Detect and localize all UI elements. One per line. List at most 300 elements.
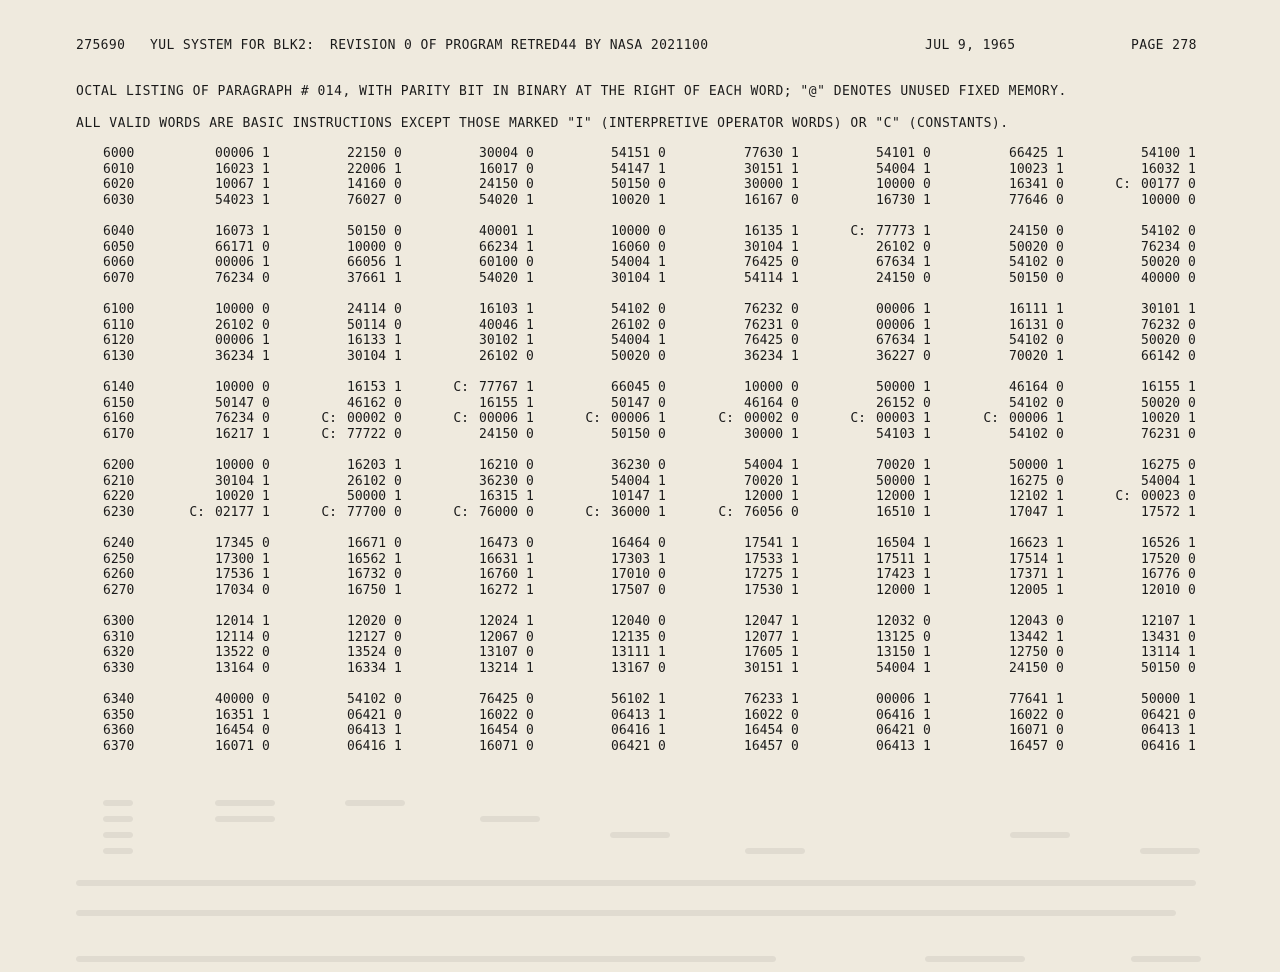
row-address: 6020 [103,177,135,193]
octal-word: 50114 0 [347,317,402,333]
octal-word: 16351 1 [215,707,270,723]
octal-word: 30104 1 [744,239,799,255]
octal-word: 17300 1 [215,551,270,567]
octal-word: 17345 0 [215,536,270,551]
octal-word: 16526 1 [1141,536,1196,551]
octal-word: 06416 1 [611,723,666,739]
row-address: 6120 [103,333,135,349]
octal-word: 13524 0 [347,645,402,661]
octal-word: 16464 0 [611,536,666,551]
row-address: 6130 [103,348,135,364]
listing-row [0,536,1280,552]
listing-row [0,333,1280,349]
octal-word: 10000 0 [215,302,270,317]
octal-word: 30004 0 [479,146,534,161]
octal-word: 16153 1 [347,380,402,395]
octal-word: 16155 1 [1141,380,1196,395]
listing-row [0,645,1280,661]
octal-word: 70020 1 [876,458,931,473]
octal-word: 16631 1 [479,551,534,567]
row-address: 6360 [103,723,135,739]
octal-word: 50020 0 [611,348,666,364]
octal-word: 76232 0 [1141,317,1196,333]
octal-word: 16032 1 [1141,161,1196,177]
octal-word: 17034 0 [215,582,270,598]
octal-word: 13164 0 [215,660,270,676]
constant-marker: C: [1115,489,1131,505]
octal-word: 54004 1 [876,161,931,177]
octal-word: 13114 1 [1141,645,1196,661]
octal-word: 66056 1 [347,255,402,271]
listing-date: JUL 9, 1965 [925,38,1016,53]
octal-word: 02177 1 [215,504,270,520]
row-address: 6210 [103,473,135,489]
octal-word: 30000 1 [744,426,799,442]
octal-word: 12032 0 [876,614,931,629]
octal-word: 40000 0 [1141,270,1196,286]
octal-word: 22006 1 [347,161,402,177]
octal-word: 16167 0 [744,192,799,208]
octal-word: 16730 1 [876,192,931,208]
octal-word: 10000 0 [347,239,402,255]
octal-word: 66425 1 [1009,146,1064,161]
octal-word: 16454 0 [744,723,799,739]
listing-row [0,661,1280,677]
listing-row [0,708,1280,724]
row-address: 6040 [103,224,135,239]
octal-word: 16510 1 [876,504,931,520]
octal-word: 17536 1 [215,567,270,583]
octal-word: 17533 1 [744,551,799,567]
octal-word: 16457 0 [744,738,799,754]
octal-word: 50000 1 [1141,692,1196,707]
octal-word: 36230 0 [611,458,666,473]
octal-word: 17423 1 [876,567,931,583]
octal-word: 13214 1 [479,660,534,676]
constant-marker: C: [850,224,866,239]
octal-word: 10147 1 [611,489,666,505]
octal-word: 50000 1 [876,473,931,489]
octal-word: 16732 0 [347,567,402,583]
octal-word: 16210 0 [479,458,534,473]
octal-word: 66142 0 [1141,348,1196,364]
octal-word: 12107 1 [1141,614,1196,629]
octal-word: 16217 1 [215,426,270,442]
octal-word: 50150 0 [1141,660,1196,676]
constant-marker: C: [718,504,734,520]
octal-word: 76000 0 [479,504,534,520]
octal-word: 36227 0 [876,348,931,364]
octal-word: 54102 0 [611,302,666,317]
row-address: 6000 [103,146,135,161]
octal-word: 10000 0 [215,458,270,473]
row-address: 6270 [103,582,135,598]
octal-word: 16103 1 [479,302,534,317]
octal-word: 06413 1 [1141,723,1196,739]
octal-word: 54102 0 [347,692,402,707]
octal-word: 16473 0 [479,536,534,551]
row-address: 6240 [103,536,135,551]
octal-word: 00006 1 [1009,411,1064,427]
octal-word: 00006 1 [876,692,931,707]
octal-word: 16111 1 [1009,302,1064,317]
octal-word: 16275 0 [1009,473,1064,489]
octal-word: 77646 0 [1009,192,1064,208]
octal-word: 12750 0 [1009,645,1064,661]
row-address: 6100 [103,302,135,317]
octal-word: 00023 0 [1141,489,1196,505]
listing-row [0,723,1280,739]
octal-word: 16023 1 [215,161,270,177]
octal-word: 16203 1 [347,458,402,473]
octal-word: 76231 0 [1141,426,1196,442]
octal-word: 06416 1 [876,707,931,723]
octal-word: 54023 1 [215,192,270,208]
octal-word: 00006 1 [611,411,666,427]
octal-word: 06421 0 [876,723,931,739]
octal-word: 13150 1 [876,645,931,661]
row-address: 6340 [103,692,135,707]
octal-word: 40000 0 [215,692,270,707]
octal-word: 06421 0 [611,738,666,754]
constant-marker: C: [189,504,205,520]
row-address: 6050 [103,239,135,255]
octal-word: 00006 1 [479,411,534,427]
octal-word: 12014 1 [215,614,270,629]
octal-word: 16022 0 [744,707,799,723]
octal-word: 16133 1 [347,333,402,349]
octal-word: 16022 0 [479,707,534,723]
octal-word: 14160 0 [347,177,402,193]
octal-word: 16750 1 [347,582,402,598]
octal-word: 16334 1 [347,660,402,676]
listing-row [0,739,1280,755]
octal-word: 17507 0 [611,582,666,598]
octal-word: 36000 1 [611,504,666,520]
octal-word: 77630 1 [744,146,799,161]
octal-word: 12114 0 [215,629,270,645]
row-address: 6010 [103,161,135,177]
octal-word: 66171 0 [215,239,270,255]
system-title: YUL SYSTEM FOR BLK2: [150,38,315,53]
octal-word: 24150 0 [1009,660,1064,676]
octal-word: 66234 1 [479,239,534,255]
octal-word: 60100 0 [479,255,534,271]
octal-word: 54114 1 [744,270,799,286]
octal-word: 70020 1 [1009,348,1064,364]
octal-word: 54102 0 [1009,333,1064,349]
octal-word: 77700 0 [347,504,402,520]
row-address: 6160 [103,411,135,427]
listing-row [0,146,1280,162]
octal-word: 16760 1 [479,567,534,583]
octal-word: 26102 0 [479,348,534,364]
octal-word: 26102 0 [215,317,270,333]
row-address: 6030 [103,192,135,208]
octal-word: 16504 1 [876,536,931,551]
octal-word: 54151 0 [611,146,666,161]
octal-word: 54004 1 [744,458,799,473]
octal-word: 77641 1 [1009,692,1064,707]
octal-word: 10000 0 [1141,192,1196,208]
octal-word: 00006 1 [876,317,931,333]
octal-word: 16776 0 [1141,567,1196,583]
octal-word: 00006 1 [215,333,270,349]
row-address: 6250 [103,551,135,567]
octal-word: 26102 0 [876,239,931,255]
octal-word: 10000 0 [744,380,799,395]
octal-word: 36234 1 [744,348,799,364]
listing-row [0,318,1280,334]
octal-word: 67634 1 [876,255,931,271]
octal-word: 67634 1 [876,333,931,349]
octal-word: 54004 1 [1141,473,1196,489]
listing-row [0,692,1280,708]
octal-word: 26102 0 [347,473,402,489]
octal-word: 24150 0 [479,177,534,193]
octal-word: 17275 1 [744,567,799,583]
row-address: 6140 [103,380,135,395]
octal-word: 50020 0 [1141,333,1196,349]
octal-word: 12005 1 [1009,582,1064,598]
octal-word: 30104 1 [215,473,270,489]
octal-word: 76425 0 [479,692,534,707]
octal-word: 16060 0 [611,239,666,255]
row-address: 6110 [103,317,135,333]
octal-word: 54102 0 [1009,255,1064,271]
octal-word: 16315 1 [479,489,534,505]
octal-word: 50000 1 [876,380,931,395]
octal-word: 40001 1 [479,224,534,239]
row-address: 6060 [103,255,135,271]
octal-word: 13442 1 [1009,629,1064,645]
octal-word: 24150 0 [479,426,534,442]
octal-word: 30104 1 [611,270,666,286]
octal-word: 54004 1 [876,660,931,676]
octal-word: 12102 1 [1009,489,1064,505]
octal-word: 16073 1 [215,224,270,239]
octal-word: 12000 1 [876,489,931,505]
octal-word: 76233 1 [744,692,799,707]
octal-word: 16272 1 [479,582,534,598]
octal-word: 50147 0 [215,395,270,411]
constant-marker: C: [585,411,601,427]
octal-word: 00006 1 [215,146,270,161]
octal-word: 56102 1 [611,692,666,707]
row-address: 6150 [103,395,135,411]
constant-marker: C: [321,411,337,427]
listing-row [0,396,1280,412]
octal-word: 54102 0 [1009,426,1064,442]
octal-word: 12040 0 [611,614,666,629]
octal-word: 10000 0 [215,380,270,395]
octal-word: 06416 1 [347,738,402,754]
listing-row [0,411,1280,427]
row-address: 6230 [103,504,135,520]
listing-row [0,255,1280,271]
octal-word: 46164 0 [1009,380,1064,395]
listing-row [0,177,1280,193]
page-number: PAGE 278 [1131,38,1197,53]
row-address: 6350 [103,707,135,723]
row-address: 6220 [103,489,135,505]
constant-marker: C: [718,411,734,427]
octal-word: 16131 0 [1009,317,1064,333]
octal-word: 77722 0 [347,426,402,442]
octal-word: 54102 0 [1009,395,1064,411]
octal-word: 06413 1 [611,707,666,723]
octal-word: 46164 0 [744,395,799,411]
row-address: 6310 [103,629,135,645]
listing-row [0,489,1280,505]
constant-marker: C: [453,504,469,520]
octal-word: 00177 0 [1141,177,1196,193]
octal-word: 17572 1 [1141,504,1196,520]
octal-word: 24150 0 [876,270,931,286]
octal-word: 76056 0 [744,504,799,520]
octal-word: 77767 1 [479,380,534,395]
octal-word: 06421 0 [347,707,402,723]
octal-word: 66045 0 [611,380,666,395]
octal-word: 10023 1 [1009,161,1064,177]
octal-word: 12135 0 [611,629,666,645]
octal-word: 17511 1 [876,551,931,567]
constant-marker: C: [983,411,999,427]
octal-word: 50020 0 [1141,255,1196,271]
listing-row [0,583,1280,599]
octal-word: 17605 1 [744,645,799,661]
row-address: 6200 [103,458,135,473]
octal-word: 54004 1 [611,333,666,349]
octal-word: 30104 1 [347,348,402,364]
octal-word: 16454 0 [479,723,534,739]
octal-word: 13111 1 [611,645,666,661]
revision-line: REVISION 0 OF PROGRAM RETRED44 BY NASA 2021100 [330,38,709,53]
listing-row [0,505,1280,521]
row-address: 6370 [103,738,135,754]
octal-word: 06421 0 [1141,707,1196,723]
octal-word: 50000 1 [347,489,402,505]
octal-word: 06413 1 [876,738,931,754]
listing-row [0,427,1280,443]
octal-word: 30151 1 [744,660,799,676]
octal-word: 06413 1 [347,723,402,739]
octal-word: 00003 1 [876,411,931,427]
listing-row [0,302,1280,318]
row-address: 6260 [103,567,135,583]
octal-word: 12020 0 [347,614,402,629]
octal-word: 17010 0 [611,567,666,583]
octal-word: 54004 1 [611,255,666,271]
octal-word: 12067 0 [479,629,534,645]
octal-word: 50150 0 [1009,270,1064,286]
octal-word: 54004 1 [611,473,666,489]
octal-word: 12010 0 [1141,582,1196,598]
octal-word: 54020 1 [479,270,534,286]
octal-word: 12000 1 [744,489,799,505]
octal-word: 16275 0 [1141,458,1196,473]
octal-word: 24114 0 [347,302,402,317]
octal-word: 76234 0 [1141,239,1196,255]
octal-word: 10020 1 [1141,411,1196,427]
octal-word: 54020 1 [479,192,534,208]
octal-word: 13125 0 [876,629,931,645]
octal-word: 22150 0 [347,146,402,161]
row-address: 6330 [103,660,135,676]
constant-marker: C: [453,411,469,427]
octal-word: 10020 1 [215,489,270,505]
octal-word: 76425 0 [744,255,799,271]
octal-word: 00002 0 [744,411,799,427]
octal-word: 50150 0 [347,224,402,239]
octal-word: 50020 0 [1141,395,1196,411]
listing-row [0,271,1280,287]
listing-row [0,240,1280,256]
octal-word: 17303 1 [611,551,666,567]
octal-word: 50147 0 [611,395,666,411]
octal-word: 12024 1 [479,614,534,629]
constant-marker: C: [585,504,601,520]
octal-word: 40046 1 [479,317,534,333]
octal-word: 30151 1 [744,161,799,177]
octal-word: 16071 0 [215,738,270,754]
octal-word: 24150 0 [1009,224,1064,239]
octal-word: 16623 1 [1009,536,1064,551]
listing-row [0,349,1280,365]
octal-word: 13522 0 [215,645,270,661]
octal-word: 16071 0 [479,738,534,754]
octal-word: 46162 0 [347,395,402,411]
octal-word: 17530 1 [744,582,799,598]
listing-row [0,614,1280,630]
listing-row [0,474,1280,490]
octal-word: 54100 1 [1141,146,1196,161]
octal-word: 06416 1 [1141,738,1196,754]
octal-word: 13107 0 [479,645,534,661]
listing-row [0,552,1280,568]
octal-word: 76425 0 [744,333,799,349]
row-address: 6170 [103,426,135,442]
octal-word: 16071 0 [1009,723,1064,739]
listing-row [0,567,1280,583]
octal-word: 76232 0 [744,302,799,317]
constant-marker: C: [1115,177,1131,193]
octal-word: 54103 1 [876,426,931,442]
octal-word: 76231 0 [744,317,799,333]
octal-word: 17371 1 [1009,567,1064,583]
octal-word: 16022 0 [1009,707,1064,723]
octal-word: 16155 1 [479,395,534,411]
octal-word: 50150 0 [611,177,666,193]
row-address: 6070 [103,270,135,286]
octal-word: 50150 0 [611,426,666,442]
octal-word: 10020 1 [611,192,666,208]
octal-word: 16457 0 [1009,738,1064,754]
octal-word: 26102 0 [611,317,666,333]
octal-word: 70020 1 [744,473,799,489]
constant-marker: C: [453,380,469,395]
octal-word: 54101 0 [876,146,931,161]
octal-word: 37661 1 [347,270,402,286]
octal-word: 10000 0 [876,177,931,193]
octal-word: 30000 1 [744,177,799,193]
octal-word: 00002 0 [347,411,402,427]
listing-row [0,630,1280,646]
octal-word: 36234 1 [215,348,270,364]
octal-word: 13167 0 [611,660,666,676]
octal-word: 10067 1 [215,177,270,193]
listing-row [0,193,1280,209]
